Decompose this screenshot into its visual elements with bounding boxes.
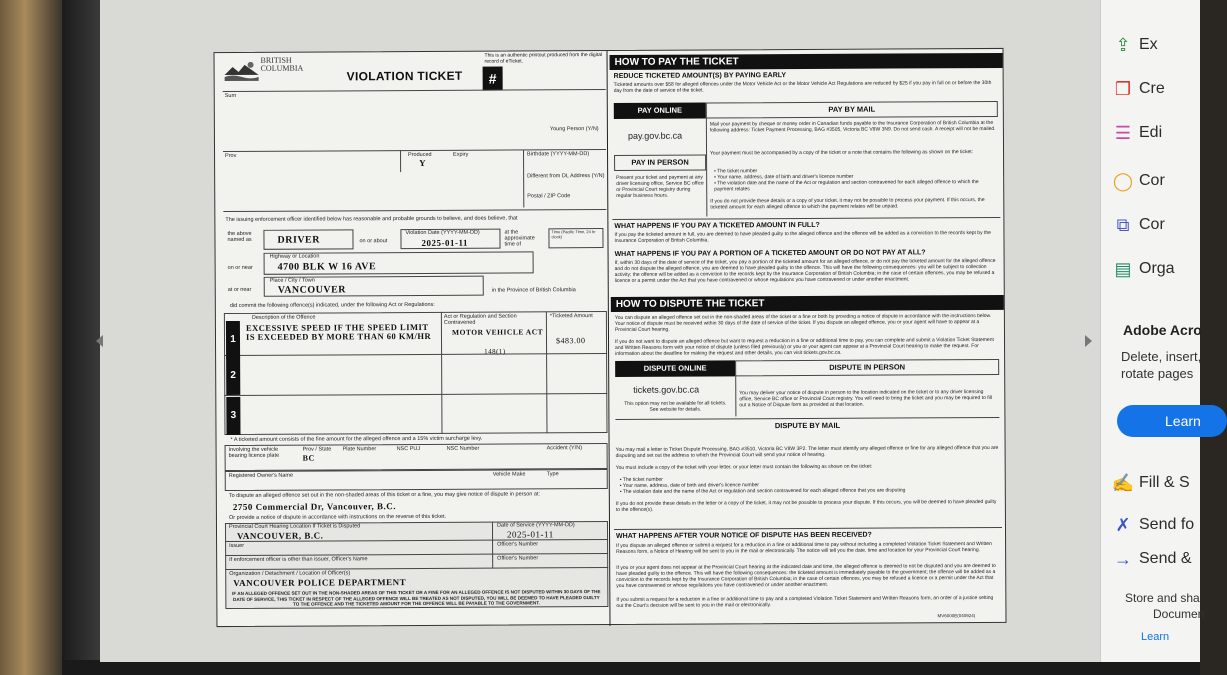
service-date-label: Date of Service (YYYY-MM-DD) [496, 522, 575, 529]
dispute-address: 2750 Commercial Dr, Vancouver, B.C. [232, 501, 397, 512]
tool-fill-sign[interactable]: ✍ Fill & S [1111, 473, 1190, 493]
offence-1-section: 148(1) [484, 347, 506, 356]
pay-in-person-tab: PAY IN PERSON [614, 154, 706, 170]
officer-number-label: Officer's Number [497, 541, 539, 548]
highway-label: Highway or Location [269, 253, 320, 260]
not-provide-text: If you do not provide these details or a copy of your ticket, it may not be possible to process your payment. If this occurs, the ticketed amount for each alleged offence to which the payment relates will be unpaid. [710, 197, 985, 211]
monitor-frame-bottom [62, 660, 1200, 675]
in-person-text: Present your ticket and payment at any driver licensing office, Service BC office or Provincial Court registry during regular business hours. [616, 174, 704, 199]
send-signature-icon: ✗ [1115, 515, 1131, 535]
how-to-dispute-header: HOW TO DISPUTE THE TICKET [611, 295, 1004, 312]
reduce-title: REDUCE TICKETED AMOUNT(S) BY PAYING EARLY [613, 72, 787, 80]
young-person-label: Young Person (Y/N) [549, 126, 599, 133]
amount-header: *Ticketed Amount [549, 313, 593, 320]
mail-text: Mail your payment by cheque or money order in Canadian funds payable to the Insurance Corporation of British Columbia at the following address: Ticket Payment Processing, BAG #3505, Victoria BC V8W 3N9. Do not send cash. A receipt will not be mailed. [709, 119, 996, 134]
approx-time-label: at the approximate time of [504, 229, 535, 248]
violation-date-label: Violation Date (YYYY-MM-DD) [405, 229, 480, 237]
produced-label: Produced [408, 151, 432, 159]
officer-number-2-label: Officer's Number [497, 555, 539, 562]
what-portion-text: If, within 30 days of the date of service of the ticket, you pay a portion of the ticketed amount for an alleged offence, or do not pay the ticketed amount for the alleged offence and do not dispute the alleged offence, you are deemed to have pleaded guilty to the offence. This will have the following consequences: you will be subject to collection activity; the offence will be added as a conviction to the records kept by the Insurance Corporation of British Columbia; in the case of certain offences, you may be refused a licence or a permit under the Act that you have contravened or whose regulations you have contravened or under another enactment. [614, 257, 996, 284]
mail-bullet-3: • The violation date and the name of the Act or regulation and section contravened for each alleged offence that you are disputing [619, 487, 906, 495]
service-date-value: 2025-01-11 [507, 529, 554, 540]
combine-files-icon: ⧉ [1116, 215, 1130, 235]
ticket-title: VIOLATION TICKET [346, 68, 463, 84]
accident-label: Accident (Y/N) [546, 445, 583, 452]
on-or-near-label: on or near [227, 264, 253, 272]
tool-edit-pdf[interactable]: ☰ Edi [1139, 116, 1162, 150]
amount-note: * A ticketed amount consists of the fine amount for the alleged offence and a 15% victim surcharge levy. [230, 435, 483, 443]
plate-number-label: Plate Number [342, 446, 377, 453]
store-share-text: Store and sha Documen [1125, 591, 1205, 621]
offence-row-3-number: 3 [226, 397, 240, 435]
organize-pages-icon: ▤ [1114, 259, 1132, 279]
copy-text: Your payment must be accompanied by a copy of the ticket or a note that contains the following as shown on the ticket: [710, 149, 974, 157]
form-code: MV6000E(040924) [937, 613, 976, 619]
highway-value: 4700 BLK W 16 AVE [277, 261, 377, 273]
learn-more-button[interactable]: Learn [1117, 405, 1227, 437]
above-named-label: the above named as [227, 230, 252, 244]
offence-1-amount: $483.00 [555, 336, 586, 346]
dispute-online-tab: DISPUTE ONLINE [615, 360, 735, 377]
dispute-in-person-tab: DISPUTE IN PERSON [735, 359, 999, 376]
ticket-number-box: # [483, 67, 503, 91]
surname-label: Surn [224, 92, 237, 100]
on-or-about-label: on or about [359, 238, 388, 245]
mail-bullet-2: • Your name, address, date of birth and driver's licence number [619, 482, 759, 489]
after-text-2: If you or your agent does not appear at the Provincial Court hearing at the indicated date and time, the alleged offence is deemed to not be disputed and you are deemed to have pleaded guilty to the offence. This will have the following consequences: the ticketed amount is immediately payable to the government; the offence will be added as a conviction to the records kept by the Insurance Corporation of British Columbia; in the case of certain offences, you may be refused a licence or a permit under the Act that you have contravened or whose regulations you have contravened or under another enactment. [616, 562, 996, 589]
tool-create-pdf[interactable]: ❐ Cre [1139, 72, 1165, 106]
ticket-front [215, 51, 611, 628]
bullet-3: • The violation date and the name of the Act or regulation and section contravened for each alleged offence to which the payment relates [714, 179, 979, 193]
court-value: VANCOUVER, B.C. [237, 530, 324, 541]
send-arrow-icon: → [1114, 549, 1132, 569]
tool-send-track[interactable]: → Send & [1139, 548, 1191, 570]
prev-page-arrow-icon[interactable] [96, 335, 103, 347]
nsc-puj-label: NSC PUJ [396, 445, 421, 453]
vehicle-make-label: Vehicle Make [492, 471, 526, 478]
dispute-notice: To dispute an alleged offence set out in the non-shaded areas of this ticket or a fine, you may give notice of dispute in person at: [228, 491, 540, 499]
mail-include-text: You must include a copy of the ticket with your letter, or your letter must contain the following as shown on the ticket: [615, 463, 873, 471]
promo-title: Adobe Acro [1123, 322, 1202, 338]
tool-comment[interactable]: ◯ Cor [1112, 171, 1165, 191]
province-label: in the Province of British Columbia [491, 287, 576, 294]
what-portion-title: WHAT HAPPENS IF YOU PAY A PORTION OF A TICKETED AMOUNT OR DO NOT PAY AT ALL? [614, 249, 926, 258]
what-full-text: If you pay the ticketed amount in full, you are deemed to have pleaded guilty to the alleged offence and the offence will be added as a conviction to the records kept by the Insurance Corporation of British Columbia. [614, 230, 991, 244]
birthdate-label: Birthdate (YYYY-MM-DD) [527, 151, 590, 158]
bc-logo-text: BRITISH COLUMBIA [260, 55, 304, 73]
bullet-2: • Your name, address, date of birth and driver's licence number [714, 173, 854, 181]
reduce-text: Ticketed amounts over $58 for alleged offences under the Motor Vehicle Act or the Motor Vehicle Act Regulations are reduced by $25 if you pay in full on or before the 30th day from the date of service of the ticket. [613, 79, 992, 94]
desc-header: Description of the Offence [251, 314, 316, 321]
tool-send-for-signature[interactable]: ✗ Send fo [1139, 508, 1194, 542]
export-pdf-icon: ⇪ [1115, 35, 1131, 55]
mail-bullet-1: • The ticket number [619, 476, 663, 483]
did-commit-text: did commit the following offence(s) indicated, under the following Act or Regulations: [229, 301, 435, 309]
driver-value: DRIVER [277, 234, 320, 246]
offence-row-2-number: 2 [226, 357, 240, 395]
how-to-pay-header: HOW TO PAY THE TICKET [610, 53, 1003, 70]
footer-warning: IF AN ALLEGED OFFENCE SET OUT IN THE NON-SHADED AREAS OF THIS TICKET OR A FINE FOR AN ALLEGED OFFENCE IS NOT DISPUTED WITHIN 30 DAYS OF THE DATE OF SERVICE, THIS TICKET IN RESPECT OF THE ALLEGED OFFENCE WILL BE TREATED AS NOT DISPUTED, YOU WILL BE DEEMED TO HAVE PLEADED GUILTY TO THE OFFENCE AND THE TICKETED AMOUNT FOR THE OFFENCE WILL BE PAYABLE TO THE GOVERNMENT. [232, 589, 601, 607]
dispute-online-url[interactable]: tickets.gov.bc.ca [633, 384, 700, 395]
expiry-label: Expiry [453, 151, 469, 158]
authentic-note: This is an authentic printout produced from the digital record of eTicket. [484, 52, 603, 65]
issuer-label: Issuer [229, 542, 245, 549]
ticket-instructions [609, 49, 1005, 626]
after-text-3: If you submit a request for a reduction in a fine or additional time to pay and a completed Violation Ticket Statement and Written Reasons form, an order of a justice setting out the Court's decision will be sent to you in the mail or electronically. [616, 594, 994, 609]
dispute-by-mail-tab: DISPUTE BY MAIL [615, 417, 999, 435]
produced-value: Y [419, 157, 427, 168]
diff-address-label: Different from DL Address (Y/N) [527, 173, 605, 180]
after-dispute-title: WHAT HAPPENS AFTER YOUR NOTICE OF DISPUTE HAS BEEN RECEIVED? [616, 531, 872, 540]
prov-label: Prov [225, 152, 237, 160]
place-value: VANCOUVER [277, 284, 346, 296]
promo-description: Delete, insert, rotate pages [1121, 349, 1202, 381]
court-label: Provincial Court Hearing Location If Ticket is Disputed [228, 523, 361, 530]
online-note: This option may not be available for all tickets. See website for details. [624, 400, 727, 413]
provide-notice: Or provide a notice of dispute in accordance with instructions on the reverse of this ticket. [228, 513, 447, 521]
tool-organize-pages[interactable]: ▤ Orga [1139, 252, 1175, 286]
mail-dispute-text: You may mail a letter to Ticket Dispute Processing, BAG #3510, Victoria BC V8W 3P2. The letter must identify any alleged offence or fine for any alleged offence that you are disputing and set out the address to which the Provincial Court will send your notice of hearing. [615, 444, 999, 459]
dispute-text-1: You can dispute an alleged offence set out in the non-shaded areas of the ticket or a fine or both by providing a notice of dispute in accordance with the instructions below. Your notice of dispute must be received within 30 days of the date of service of the ticket. If you dispute an alleged offence, you or your agent will have to appear at a Provincial Court hearing. [614, 313, 992, 333]
registered-owner-label: Registered Owner's Name [228, 472, 294, 479]
involving-label: Involving the vehicle bearing licence plate [228, 446, 280, 459]
learn-link[interactable]: Learn [1141, 631, 1170, 643]
act-header: Act or Regulation and Section Contravened [443, 313, 517, 326]
org-label: Organization / Detachment / Location of Officer(s) [229, 570, 351, 577]
next-page-arrow-icon[interactable] [1085, 335, 1092, 347]
prov-state-value: BC [302, 453, 315, 463]
dispute-text-2: If you do not want to dispute an alleged offence but want to request a reduction in a fine or additional time to pay, you can complete and submit a Violation Ticket Statement and Written Reasons form with your notice of dispute (unless filed previously) or you or your agent can appear at a Provincial Court hearing to make the request. For information about the deadline for making the request and other details, you can visit tickets.gov.bc.ca. [615, 336, 994, 357]
photo-bezel-left [0, 0, 62, 675]
acrobat-tools-panel [1100, 0, 1205, 662]
tool-export-pdf[interactable]: ⇪ Ex [1139, 28, 1158, 62]
what-full-title: WHAT HAPPENS IF YOU PAY A TICKETED AMOUNT IN FULL? [614, 221, 820, 230]
offence-1-act: MOTOR VEHICLE ACT [451, 327, 544, 337]
offence-1-desc-b: IS EXCEEDED BY MORE THAN 60 KM/HR [245, 330, 432, 342]
fill-sign-icon: ✍ [1111, 473, 1135, 493]
pay-online-url[interactable]: pay.gov.bc.ca [627, 130, 683, 141]
postal-code-label: Postal / ZIP Code [527, 193, 571, 200]
tool-combine-files[interactable]: ⧉ Cor [1139, 208, 1165, 242]
prov-state-label: Prov / State [302, 446, 332, 453]
officer-statement: The issuing enforcement officer identified below has reasonable and probable grounds to believe, and does believe, that [225, 215, 518, 224]
pay-by-mail-tab: PAY BY MAIL [706, 101, 998, 119]
nsc-number-label: NSC Number [446, 445, 480, 452]
mail-not-provide: If you do not provide these details in the letter or a copy of the ticket, it may not be possible to process your dispute. If this occurs, you will be deemed to have pleaded guilty to the offence(s). [615, 498, 997, 513]
offence-row-1-number: 1 [226, 321, 240, 359]
time-label: Time (Pacific Time, 24 hr clock) [551, 229, 596, 240]
create-pdf-icon: ❐ [1114, 79, 1132, 99]
comment-icon: ◯ [1112, 171, 1134, 191]
edit-pdf-icon: ☰ [1114, 123, 1132, 143]
after-text-1: If you dispute an alleged offence or submit a request for a reduction in a fine or additional time to pay without including a completed Violation Ticket Statement and Written Reasons form, a Notice of Hearing will be sent to you in the mail or electronically. The notice will tell you the date, time and location for your Provincial Court hearing. [616, 541, 992, 555]
place-label: Place / City / Town [269, 277, 315, 284]
bc-logo-icon [225, 59, 259, 81]
enforcement-officer-label: If enforcement officer is other than issuer, Officer's Name [229, 556, 368, 563]
org-value: VANCOUVER POLICE DEPARTMENT [233, 577, 407, 588]
offence-1-desc-a: EXCESSIVE SPEED IF THE SPEED LIMIT [245, 321, 429, 333]
at-or-near-label: at or near [227, 286, 252, 294]
violation-ticket-page [214, 48, 1007, 627]
in-person-dispute-text: You may deliver your notice of dispute in person to the location indicated on the ticket or to any driver licensing office, Service BC office or Provincial Court registry. You will need to bring the ticket and you may be required to fill out a Notice of Dispute form as provided at that location. [739, 389, 992, 409]
type-label: Type [546, 471, 559, 478]
pay-online-tab: PAY ONLINE [614, 102, 706, 118]
bullet-1: • The ticket number [714, 168, 758, 175]
violation-date-value: 2025-01-11 [421, 237, 469, 248]
